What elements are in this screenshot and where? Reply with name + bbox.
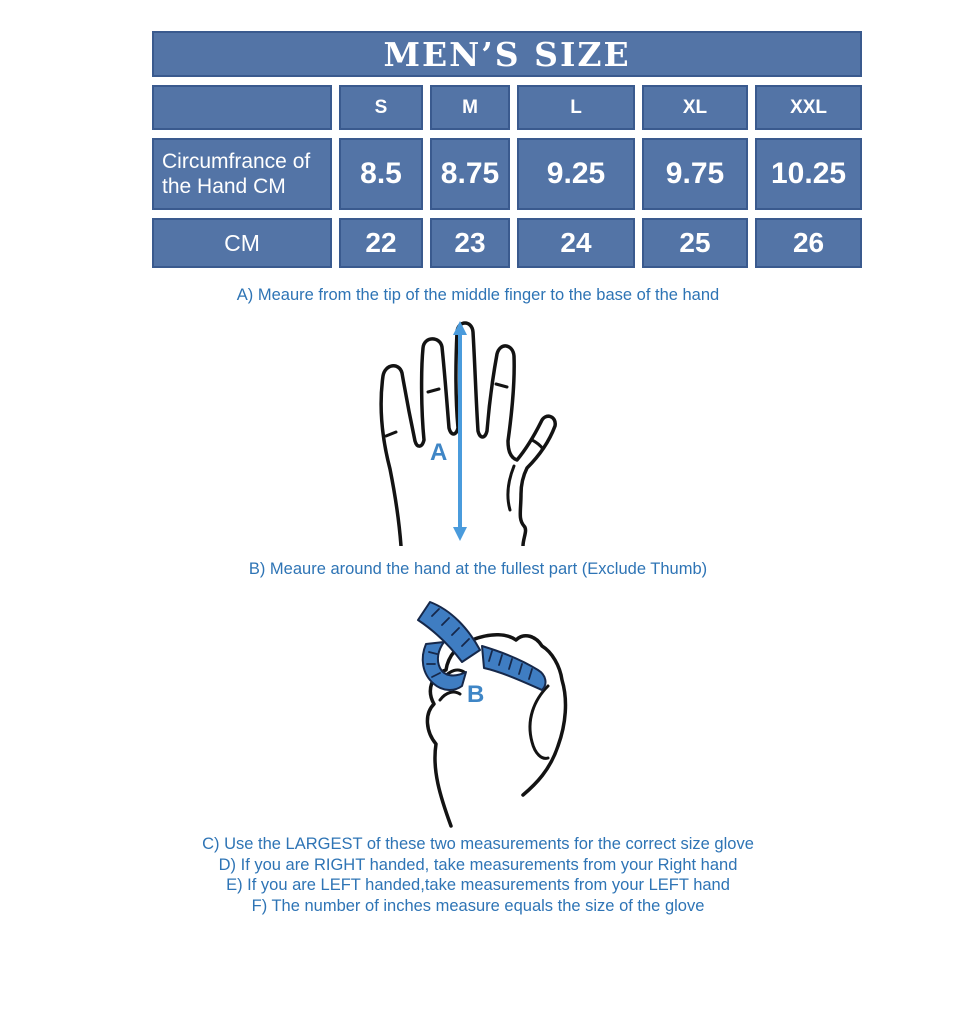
circumference-row: [152, 138, 862, 210]
hand-length-diagram: [366, 314, 566, 546]
hand-circumference-diagram: [396, 588, 574, 828]
cm-value: 25: [642, 218, 748, 268]
size-header-l: L: [517, 85, 635, 130]
row-label-cm: CM: [152, 218, 332, 268]
circumference-value: 9.25: [517, 138, 635, 210]
instruction-a: A) Meaure from the tip of the middle finger to the base of the hand: [236, 286, 720, 304]
table-title-row: [152, 31, 862, 77]
row-label-circumference: Circumfrance of the Hand CM: [152, 138, 332, 210]
hand-b-label: B: [467, 681, 485, 708]
open-hand-icon: [381, 323, 555, 546]
size-header-row: [152, 85, 862, 130]
hand-a-label: A: [430, 439, 448, 466]
circumference-value: 10.25: [755, 138, 862, 210]
cm-value: 24: [517, 218, 635, 268]
instruction-d: D) If you are RIGHT handed, take measurements from your Right hand: [218, 855, 738, 874]
size-header-xxl: XXL: [755, 85, 862, 130]
size-header-xl: XL: [642, 85, 748, 130]
instruction-b: B) Meaure around the hand at the fullest part (Exclude Thumb): [248, 560, 708, 578]
cm-value: 22: [339, 218, 423, 268]
cm-value: 26: [755, 218, 862, 268]
mens-size-table: [145, 23, 869, 276]
size-header-s: S: [339, 85, 423, 130]
cm-value: 23: [430, 218, 510, 268]
size-header-m: M: [430, 85, 510, 130]
table-title: MEN’S SIZE: [152, 31, 862, 77]
circumference-value: 9.75: [642, 138, 748, 210]
cm-row: [152, 218, 862, 268]
instruction-c: C) Use the LARGEST of these two measurements for the correct size glove: [202, 835, 754, 853]
circumference-value: 8.5: [339, 138, 423, 210]
instruction-notes: [0, 834, 956, 916]
instruction-e: E) If you are LEFT handed,take measurements from your LEFT hand: [226, 876, 730, 894]
instruction-f: F) The number of inches measure equals the size of the glove: [251, 896, 705, 915]
size-header-empty: [152, 85, 332, 130]
circumference-value: 8.75: [430, 138, 510, 210]
